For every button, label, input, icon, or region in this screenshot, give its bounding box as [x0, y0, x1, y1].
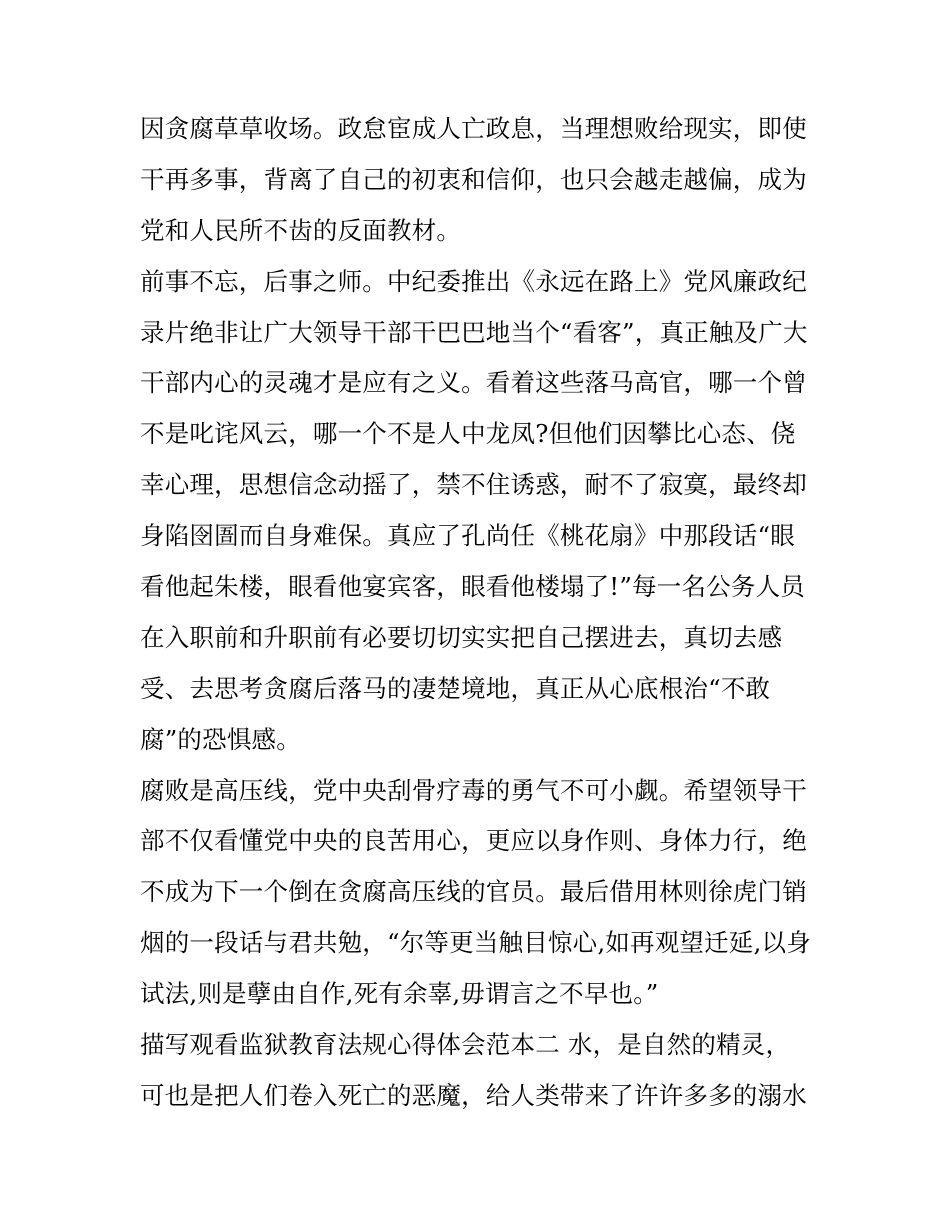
text-line: 可也是把人们卷入死亡的恶魔，给人类带来了许许多多的溺水 — [140, 1080, 807, 1110]
text-line: 部不仅看懂党中央的良苦用心，更应以身作则、身体力行，绝 — [140, 826, 807, 856]
text-line: 看他起朱楼，眼看他宴宾客，眼看他楼塌了!”每一名公务人员 — [140, 572, 805, 602]
body-text — [140, 104, 830, 1122]
text-line: 不成为下一个倒在贪腐高压线的官员。最后借用林则徐虎门销 — [140, 877, 807, 907]
text-line: 腐”的恐惧感。 — [140, 724, 301, 754]
text-line: 腐败是高压线，党中央刮骨疗毒的勇气不可小觑。希望领导干 — [140, 775, 807, 805]
text-line: 试法,则是孽由自作,死有余辜,毋谓言之不早也。” — [140, 979, 659, 1009]
text-line: 幸心理，思想信念动摇了，禁不住诱惑，耐不了寂寞，最终却 — [140, 470, 807, 500]
text-line: 干部内心的灵魂才是应有之义。看着这些落马高官，哪一个曾 — [140, 368, 807, 398]
text-line: 因贪腐草草收场。政怠宦成人亡政息，当理想败给现实，即使 — [140, 114, 807, 143]
text-line: 录片绝非让广大领导干部干巴巴地当个“看客”，真正触及广大 — [140, 317, 808, 347]
text-line: 描写观看监狱教育法规心得体会范本二 水，是自然的精灵， — [140, 1030, 791, 1060]
text-line: 在入职前和升职前有必要切切实实把自己摆进去，真切去感 — [140, 622, 783, 652]
text-line: 身陷囹圄而自身难保。真应了孔尚任《桃花扇》中那段话“眼 — [140, 521, 795, 551]
text-line: 干再多事，背离了自己的初衷和信仰，也只会越走越偏，成为 — [140, 164, 807, 194]
text-line: 前事不忘，后事之师。中纪委推出《永远在路上》党风廉政纪 — [140, 266, 807, 296]
text-line: 不是叱诧风云，哪一个不是人中龙凤?但他们因攀比心态、侥 — [140, 419, 796, 449]
text-line: 烟的一段话与君共勉，“尔等更当触目惊心,如再观望迁延,以身 — [140, 928, 811, 958]
text-line: 受、去思考贪腐后落马的凄楚境地，真正从心底根治“不敢 — [140, 673, 771, 703]
text-line: 党和人民所不齿的反面教材。 — [140, 215, 462, 245]
